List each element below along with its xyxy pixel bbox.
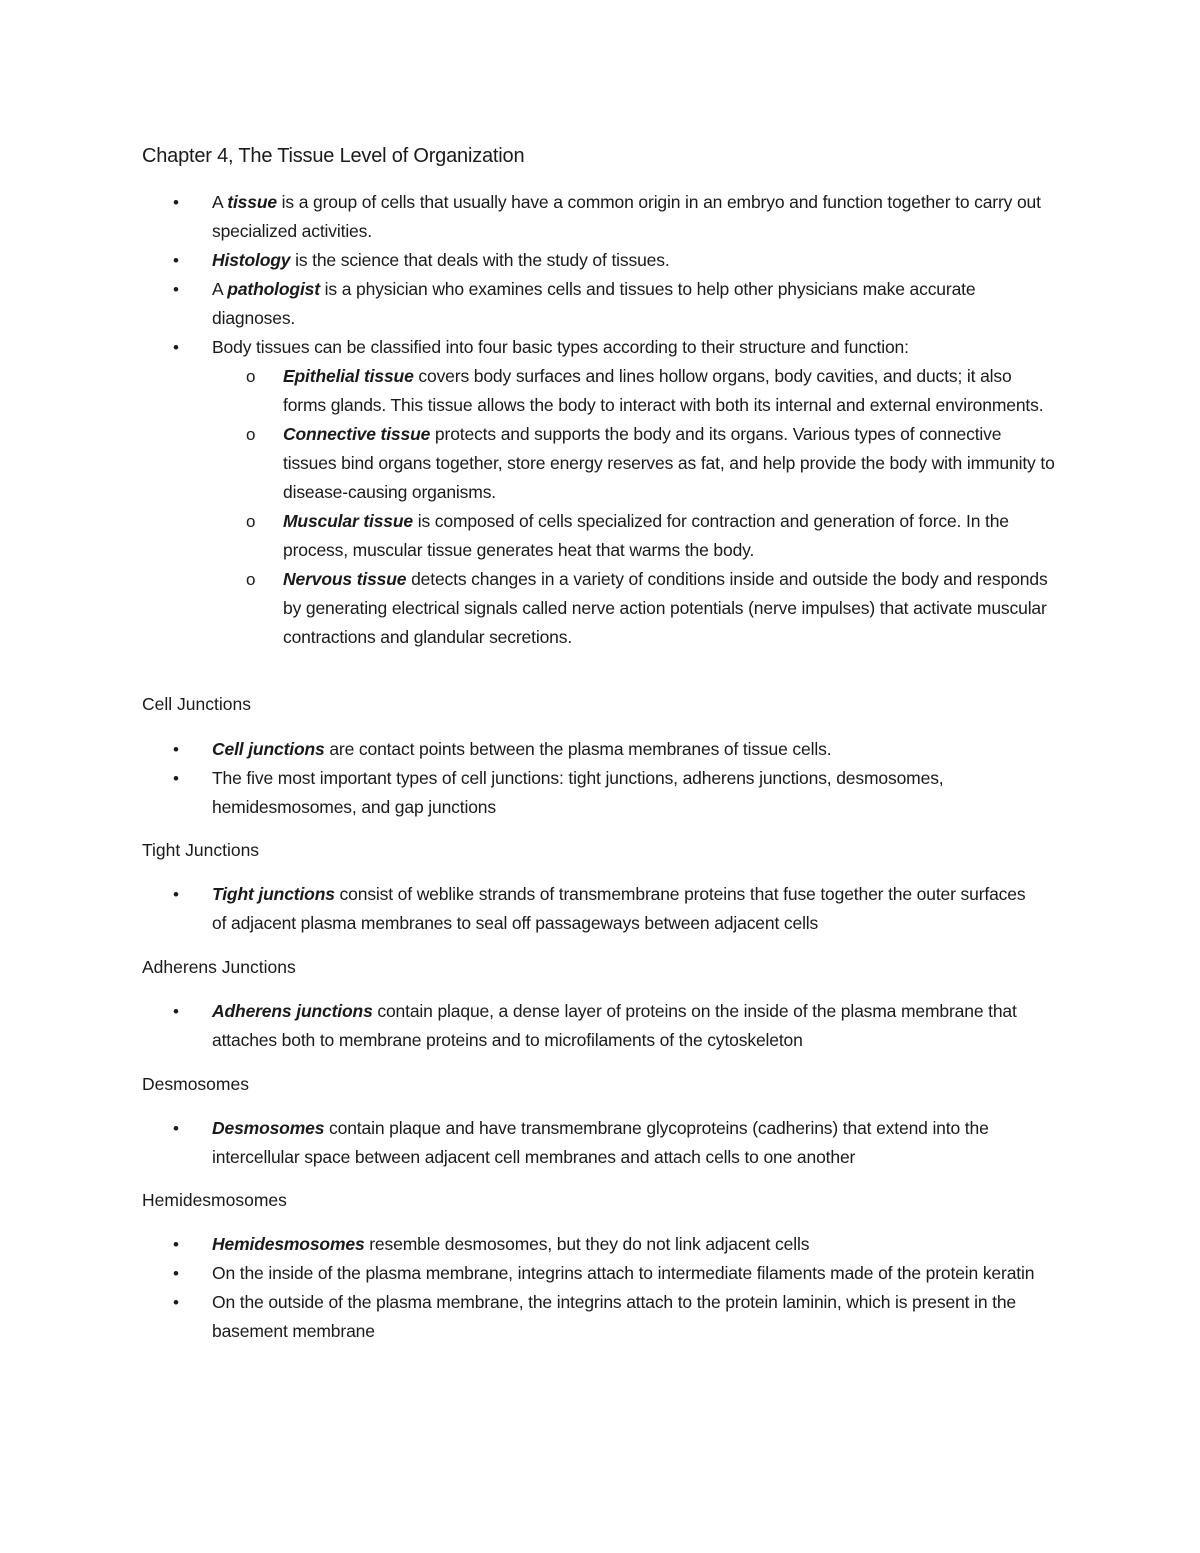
term-tissue: tissue <box>227 192 277 212</box>
bullet-icon: • <box>173 740 179 759</box>
sub-list-item: o Epithelial tissue covers body surfaces and lines hollow organs, body cavities, and ducts; it also forms glands. This tissue allows the body to interact with both its internal and external environments. <box>0 362 1055 420</box>
list-item: • Hemidesmosomes resemble desmosomes, but they do not link adjacent cells <box>0 1230 1042 1259</box>
section-heading-desmosomes: Desmosomes <box>142 1074 249 1094</box>
intro-list <box>0 188 1100 652</box>
term-muscular-tissue: Muscular tissue <box>283 511 414 531</box>
bullet-icon: • <box>173 1293 179 1312</box>
desmosomes-list <box>0 1114 1100 1172</box>
list-item: • Tight junctions consist of weblike strands of transmembrane proteins that fuse together the outer surfaces of adjacent plasma membranes to seal off passageways between adjacent cells <box>0 880 1042 938</box>
term-pathologist: pathologist <box>227 279 320 299</box>
term-epithelial-tissue: Epithelial tissue <box>283 366 414 386</box>
list-item: • The five most important types of cell junctions: tight junctions, adherens junctions, desmosomes, hemidesmosomes, and gap junctions <box>0 764 1042 822</box>
term-connective-tissue: Connective tissue <box>283 424 431 444</box>
list-item: • Histology is the science that deals with the study of tissues. <box>0 246 1042 275</box>
bullet-icon: • <box>173 1264 179 1283</box>
section-heading-adherens-junctions: Adherens Junctions <box>142 957 296 977</box>
bullet-icon: • <box>173 769 179 788</box>
adherens-junctions-list <box>0 997 1100 1055</box>
bullet-icon: • <box>173 193 179 212</box>
sub-list-item: o Muscular tissue is composed of cells specialized for contraction and generation of force. In the process, muscular tissue generates heat that warms the body. <box>0 507 1055 565</box>
list-item: • A pathologist is a physician who examines cells and tissues to help other physicians make accurate diagnoses. <box>0 275 1042 333</box>
bullet-icon: • <box>173 1119 179 1138</box>
term-histology: Histology <box>212 250 291 270</box>
sub-bullet-icon: o <box>246 425 256 444</box>
sub-bullet-icon: o <box>246 570 256 589</box>
bullet-icon: • <box>173 280 179 299</box>
list-item: • On the outside of the plasma membrane, the integrins attach to the protein laminin, which is present in the basement membrane <box>0 1288 1042 1346</box>
term-tight-junctions: Tight junctions <box>212 884 335 904</box>
term-nervous-tissue: Nervous tissue <box>283 569 407 589</box>
sub-bullet-icon: o <box>246 367 256 386</box>
section-heading-cell-junctions: Cell Junctions <box>142 694 251 714</box>
bullet-icon: • <box>173 251 179 270</box>
list-item: • Body tissues can be classified into four basic types according to their structure and function: <box>0 333 1042 362</box>
list-item: • On the inside of the plasma membrane, integrins attach to intermediate filaments made of the protein keratin <box>0 1259 1042 1288</box>
term-adherens-junctions: Adherens junctions <box>212 1001 373 1021</box>
page-title: Chapter 4, The Tissue Level of Organization <box>142 145 525 167</box>
list-item: • Cell junctions are contact points between the plasma membranes of tissue cells. <box>0 735 1042 764</box>
cell-junctions-list <box>0 735 1100 822</box>
hemidesmosomes-list <box>0 1230 1100 1346</box>
section-heading-tight-junctions: Tight Junctions <box>142 840 260 860</box>
bullet-icon: • <box>173 885 179 904</box>
bullet-icon: • <box>173 338 179 357</box>
term-desmosomes: Desmosomes <box>212 1118 325 1138</box>
term-hemidesmosomes: Hemidesmosomes <box>212 1234 365 1254</box>
list-item: • Adherens junctions contain plaque, a dense layer of proteins on the inside of the plasma membrane that attaches both to membrane proteins and to microfilaments of the cytoskeleton <box>0 997 1042 1055</box>
list-item: • Desmosomes contain plaque and have transmembrane glycoproteins (cadherins) that extend into the intercellular space between adjacent cell membranes and attach cells to one another <box>0 1114 1042 1172</box>
bullet-icon: • <box>173 1235 179 1254</box>
sub-list-item: o Connective tissue protects and supports the body and its organs. Various types of connective tissues bind organs together, store energy reserves as fat, and help provide the body with immunity to disease-causing organisms. <box>0 420 1055 507</box>
sub-bullet-icon: o <box>246 512 256 531</box>
sub-list-item: o Nervous tissue detects changes in a variety of conditions inside and outside the body and responds by generating electrical signals called nerve action potentials (nerve impulses) that activate muscular contractions and glandular secretions. <box>0 565 1055 652</box>
tight-junctions-list <box>0 880 1100 938</box>
list-item: • A tissue is a group of cells that usually have a common origin in an embryo and function together to carry out specialized activities. <box>0 188 1042 246</box>
section-heading-hemidesmosomes: Hemidesmosomes <box>142 1190 287 1210</box>
term-cell-junctions: Cell junctions <box>212 739 325 759</box>
bullet-icon: • <box>173 1002 179 1021</box>
